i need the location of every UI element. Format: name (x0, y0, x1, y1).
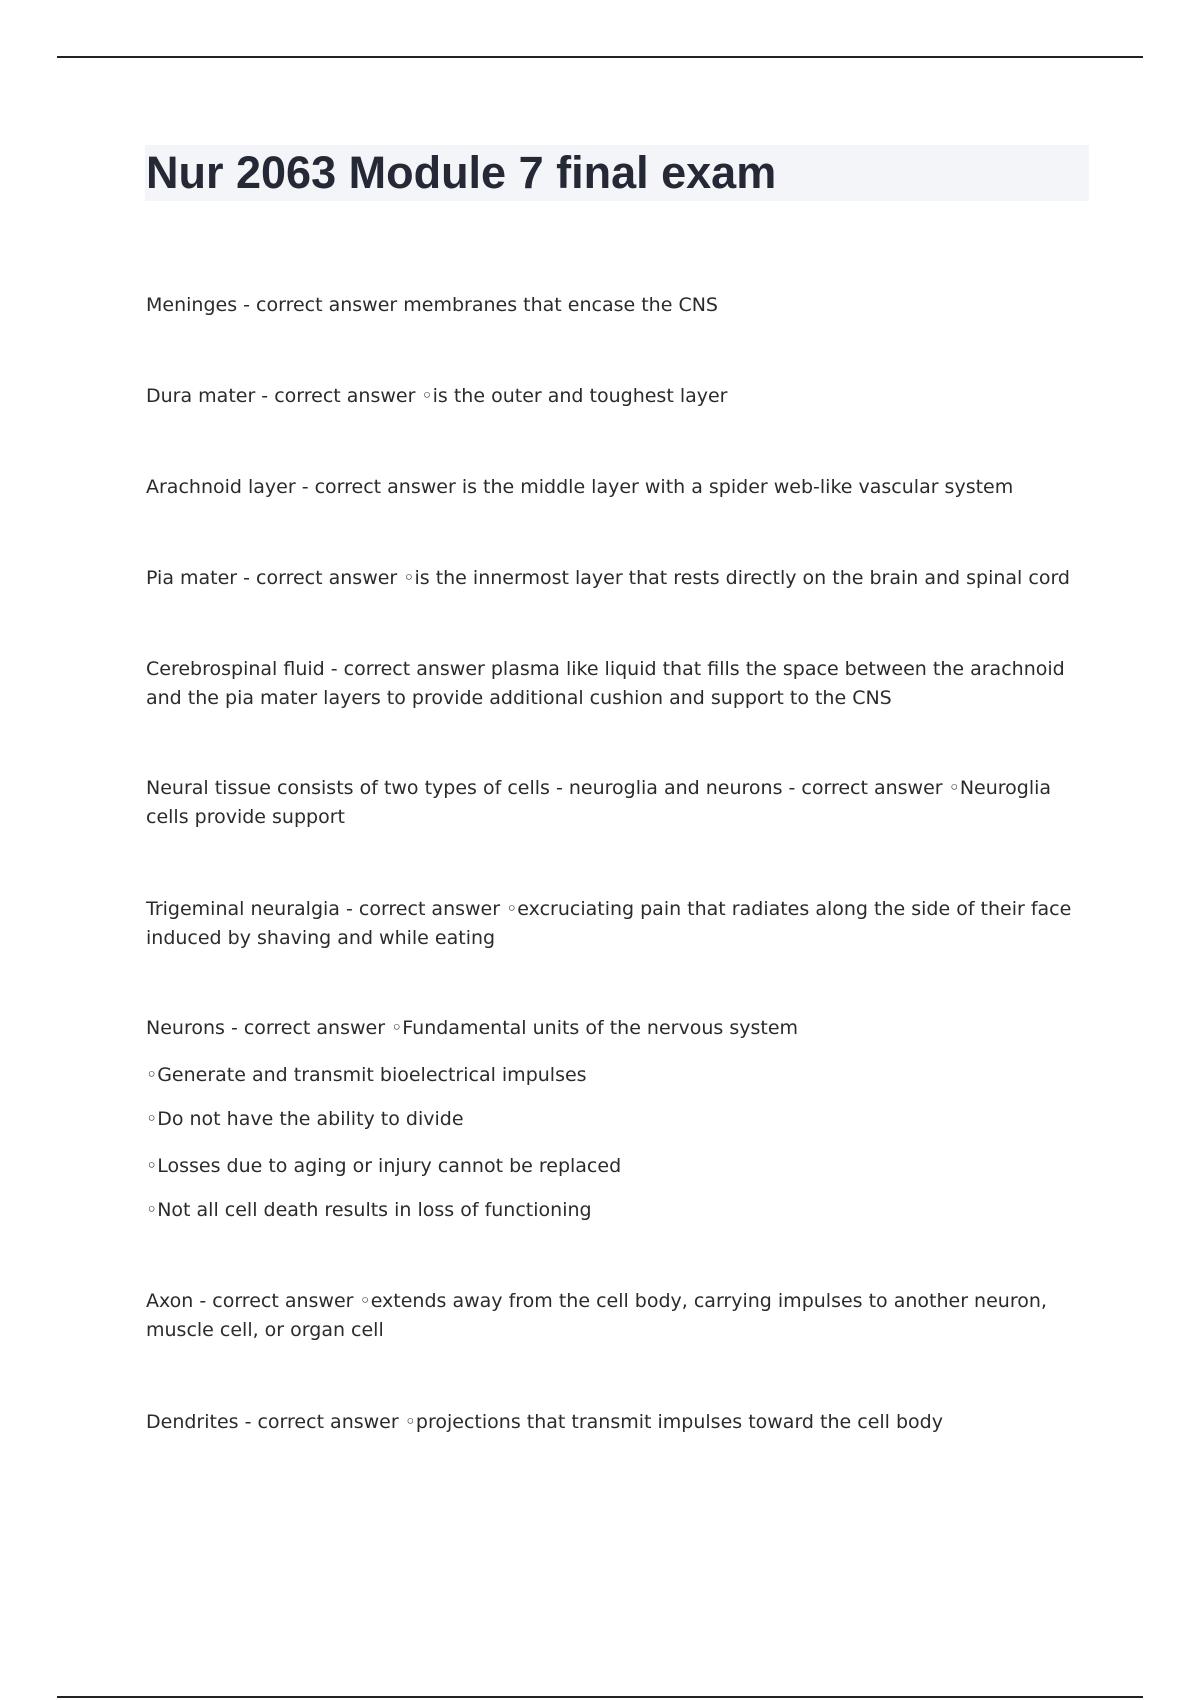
bottom-rule (57, 1696, 1143, 1698)
entry-cerebrospinal-fluid: Cerebrospinal fluid - correct answer plasma like liquid that fills the space between the arachnoid and the pia mater layers to provide additional cushion and support to the CNS (146, 658, 1065, 709)
neuron-point: ◦Not all cell death results in loss of functioning (146, 1199, 592, 1221)
entry-meninges: Meninges - correct answer membranes that encase the CNS (146, 294, 718, 316)
entry-dura-mater: Dura mater - correct answer ◦is the outer and toughest layer (146, 385, 728, 407)
page-title: Nur 2063 Module 7 final exam (146, 147, 777, 198)
neuron-point: ◦Losses due to aging or injury cannot be replaced (146, 1155, 622, 1177)
entry-dendrites: Dendrites - correct answer ◦projections that transmit impulses toward the cell body (146, 1411, 943, 1433)
entry-arachnoid-layer: Arachnoid layer - correct answer is the middle layer with a spider web-like vascular system (146, 476, 1014, 498)
entry-pia-mater: Pia mater - correct answer ◦is the innermost layer that rests directly on the brain and spinal cord (146, 567, 1070, 589)
entry-axon: Axon - correct answer ◦extends away from the cell body, carrying impulses to another neuron, muscle cell, or organ cell (146, 1290, 1047, 1341)
entry-trigeminal-neuralgia: Trigeminal neuralgia - correct answer ◦excruciating pain that radiates along the side of their face induced by shaving and while eating (146, 898, 1072, 949)
neuron-point: ◦Do not have the ability to divide (146, 1108, 464, 1130)
neuron-point: ◦Generate and transmit bioelectrical impulses (146, 1064, 587, 1086)
entry-neural-tissue: Neural tissue consists of two types of cells - neuroglia and neurons - correct answer ◦Neuroglia cells provide support (146, 777, 1052, 828)
top-rule (57, 56, 1143, 58)
entry-neurons: Neurons - correct answer ◦Fundamental units of the nervous system (146, 1017, 799, 1039)
